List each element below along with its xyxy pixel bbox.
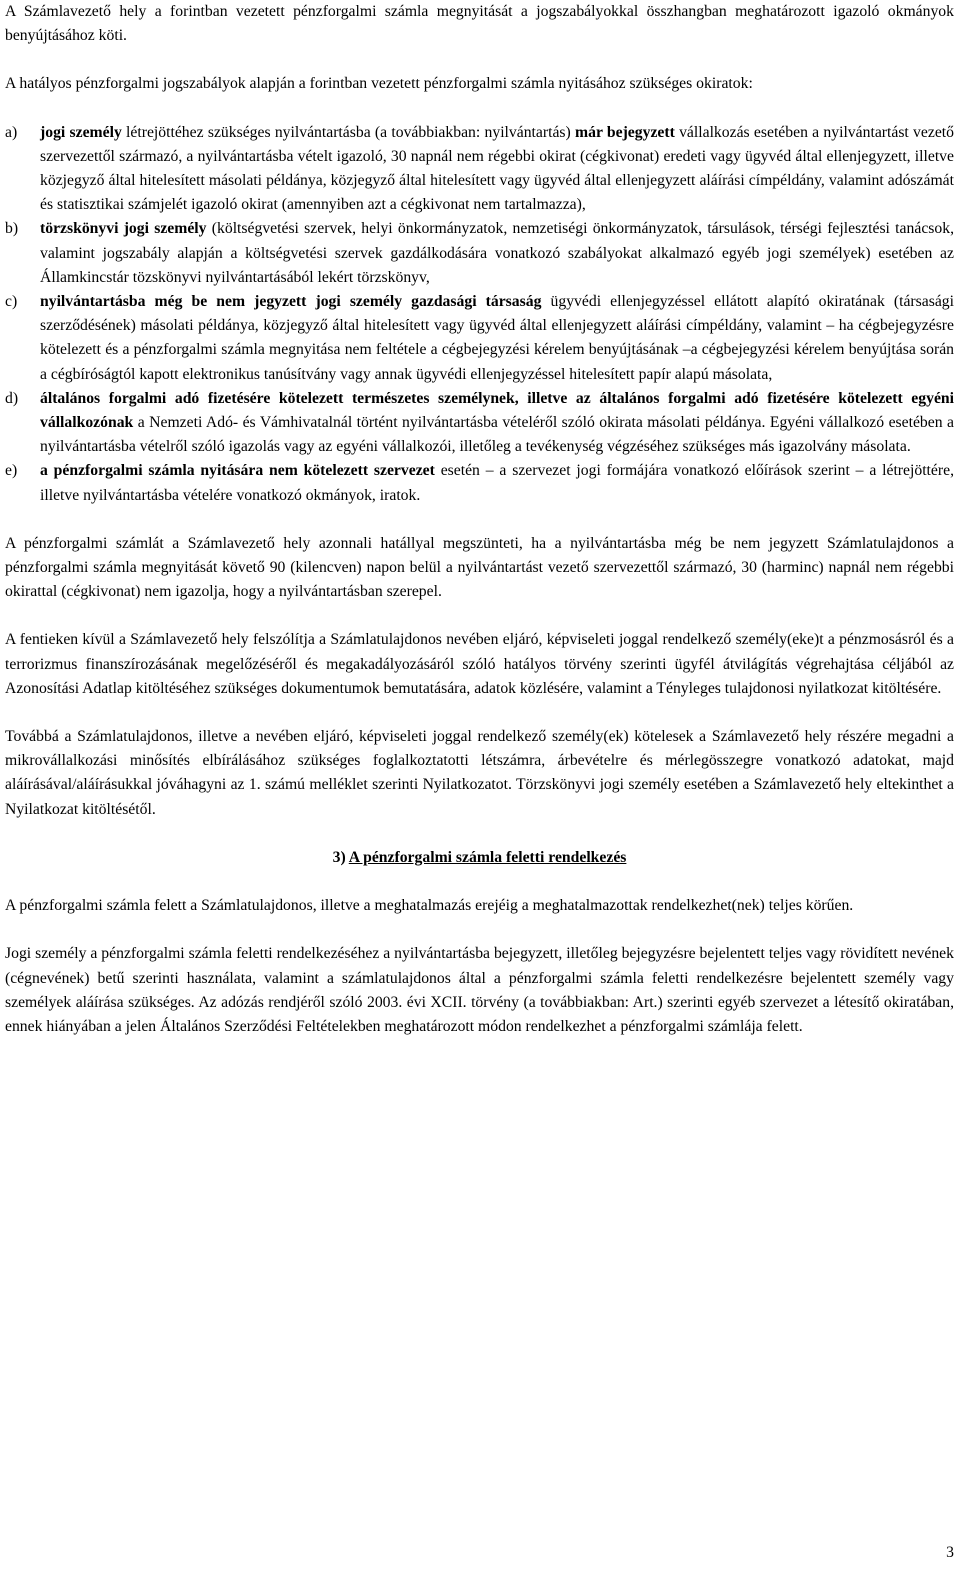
required-documents-list — [5, 121, 954, 508]
section-number: 3) — [332, 848, 346, 866]
list-marker-a: a) — [5, 123, 18, 141]
aml-paragraph: A fentieken kívül a Számlavezető hely felszólítja a Számlatulajdonos nevében eljáró, képviseleti joggal rendelkező személy(eke)t a pénzmosásról és a terrorizmus finanszírozásának megelőzéséről és megakadályozásáról szóló hatályos törvény szerinti ügyfél átvilágítás végrehajtása céljából az Azonosítási Adatlap kitöltéséhez szükséges dokumentumok bemutatására, adatok közlésére, valamint a Tényleges tulajdonosi nyilatkozat kitöltésére. — [5, 631, 954, 697]
list-item-d — [5, 387, 954, 460]
list-item-e-bold-1: a pénzforgalmi számla nyitására nem kötelezett szervezet — [40, 462, 435, 480]
documents-intro: A hatályos pénzforgalmi jogszabályok alapján a forintban vezetett pénzforgalmi számla nyitásához szükséges okiratok: — [5, 75, 753, 93]
intro-paragraph: A Számlavezető hely a forintban vezetett pénzforgalmi számla megnyitását a jogszabályokkal összhangban meghatározott igazoló okmányok benyújtásához köti. — [5, 3, 954, 45]
list-item-c — [5, 290, 954, 387]
section-title: A pénzforgalmi számla feletti rendelkezés — [348, 848, 627, 866]
list-item-a-bold-1: jogi személy — [40, 123, 122, 141]
list-item-d-bold-1: általános forgalmi adó fizetésére kötelezett természetes személynek, illetve az általános forgalmi adó fizetésére kötelezett egyéni vállalkozónak — [40, 389, 954, 432]
disposal-paragraph: A pénzforgalmi számla felett a Számlatulajdonos, illetve a meghatalmazás erejéig a meghatalmazottak rendelkezhet(nek) teljes körűen. — [5, 897, 854, 915]
list-item-a-text-1: létrejöttéhez szükséges nyilvántartásba (a továbbiakban: nyilvántartás) — [121, 123, 576, 141]
list-item-a — [5, 121, 954, 218]
list-item-a-text-2: vállalkozás esetében a nyilvántartást vezető szervezettől származó, a nyilvántartásba vételt igazoló, 30 napnál nem régebbi okirat (cégkivonat) eredeti vagy ügyvéd által ellenjegyzett, illetve közjegyző által hitelesített másolati példánya, közjegyző által hitelesített vagy ügyvéd által ellenjegyzett aláírási címpéldány, valamint adószámát és statisztikai számjelét igazoló okirat (amennyiben azt a cégkivonat nem tartalmazza), — [40, 123, 954, 214]
list-item-b — [5, 217, 954, 290]
micro-enterprise-paragraph: Továbbá a Számlatulajdonos, illetve a nevében eljáró, képviseleti joggal rendelkező személy(ek) kötelesek a Számlavezető hely részére megadni a mikrovállalkozási minősítés elbírálásához szükséges foglalkoztatotti létszámra, árbevételre és mérlegösszegre vonatkozó adatokat, majd aláírásával/aláírásukkal jóváhagyni az 1. számú melléklet szerinti Nyilatkozatot. Törzskönyvi jogi személy esetében a Számlavezető hely eltekinthet a Nyilatkozat kitöltésétől. — [5, 728, 954, 818]
list-marker-b: b) — [5, 220, 19, 238]
list-marker-c: c) — [5, 293, 18, 311]
list-item-c-bold-1: nyilvántartásba még be nem jegyzett jogi személy gazdasági társaság — [40, 293, 542, 311]
section-heading — [5, 846, 954, 870]
document-page — [5, 0, 954, 1039]
list-item-d-text-1: a Nemzeti Adó- és Vámhivatalnál történt nyilvántartásba vételéről szóló okirata másolati példánya. Egyéni vállalkozó esetében a nyilvántartásba vételről szóló igazolás vagy az egyéni vállalkozói, illetőleg a tevékenység végzéséhez szükséges más igazolvány másolata. — [40, 414, 954, 456]
list-item-a-bold-2: már bejegyzett — [575, 123, 675, 141]
list-marker-e: e) — [5, 462, 18, 480]
legal-entity-paragraph: Jogi személy a pénzforgalmi számla feletti rendelkezéséhez a nyilvántartásba bejegyzett, illetőleg bejegyzésre bejelentett teljes vagy rövidített nevének (cégnevének) betű szerinti használata, valamint a számlatulajdonos által a pénzforgalmi számla feletti rendelkezésre bejelentett személy vagy személyek aláírása szükséges. Az adózás rendjéről szóló 2003. évi XCII. törvény (a továbbiakban: Art.) szerinti egyéb szervezet a létesítő okiratában, ennek hiányában a jelen Általános Szerződési Feltételekben meghatározott módon rendelkezhet a pénzforgalmi számlája felett. — [5, 945, 954, 1035]
list-item-b-text-1: (költségvetési szervek, helyi önkormányzatok, nemzetiségi önkormányzatok, társulások, térségi fejlesztési tanácsok, valamint jogszabály alapján a költségvetési szervek gazdálkodására vonatkozó szabályokat alkalmazó egyéb jogi személyek) esetében az Államkincstár tözskönyvi nyilvántartásából lekért törzskönyv, — [40, 220, 954, 286]
list-item-c-text-1: ügyvédi ellenjegyzéssel ellátott alapító okiratának (társasági szerződésének) másolati példánya, közjegyző által hitelesített vagy ügyvéd által ellenjegyzett aláírási címpéldány, valamint – ha cégbejegyzésre kötelezett és a pénzforgalmi számla megnyitása nem feltétele a cégbejegyzési kérelem benyújtásának –a cégbejegyzési kérelem benyújtása során a cégbíróságtól kapott elektronikus tanúsítvány vagy annak ügyvédi ellenjegyzéssel hitelesített papír alapú másolata, — [40, 293, 954, 383]
list-item-e — [5, 459, 954, 507]
page-number: 3 — [946, 1544, 954, 1561]
list-item-b-bold-1: törzskönyvi jogi személy — [40, 220, 207, 238]
termination-paragraph: A pénzforgalmi számlát a Számlavezető hely azonnali hatállyal megszünteti, ha a nyilvántartásba még be nem jegyzett Számlatulajdonos a pénzforgalmi számla megnyitását követő 90 (kilencven) napon belül a nyilvántartást vezető szervezettől származó, 30 (harminc) napnál nem régebbi okirattal (cégkivonat) nem igazolja, hogy a nyilvántartásban szerepel. — [5, 534, 954, 601]
list-marker-d: d) — [5, 389, 19, 407]
list-item-e-text-1: esetén – a szervezet jogi formájára vonatkozó előírások szerint – a létrejöttére, illetve nyilvántartásba vételére vonatkozó okmányok, iratok. — [40, 462, 954, 504]
